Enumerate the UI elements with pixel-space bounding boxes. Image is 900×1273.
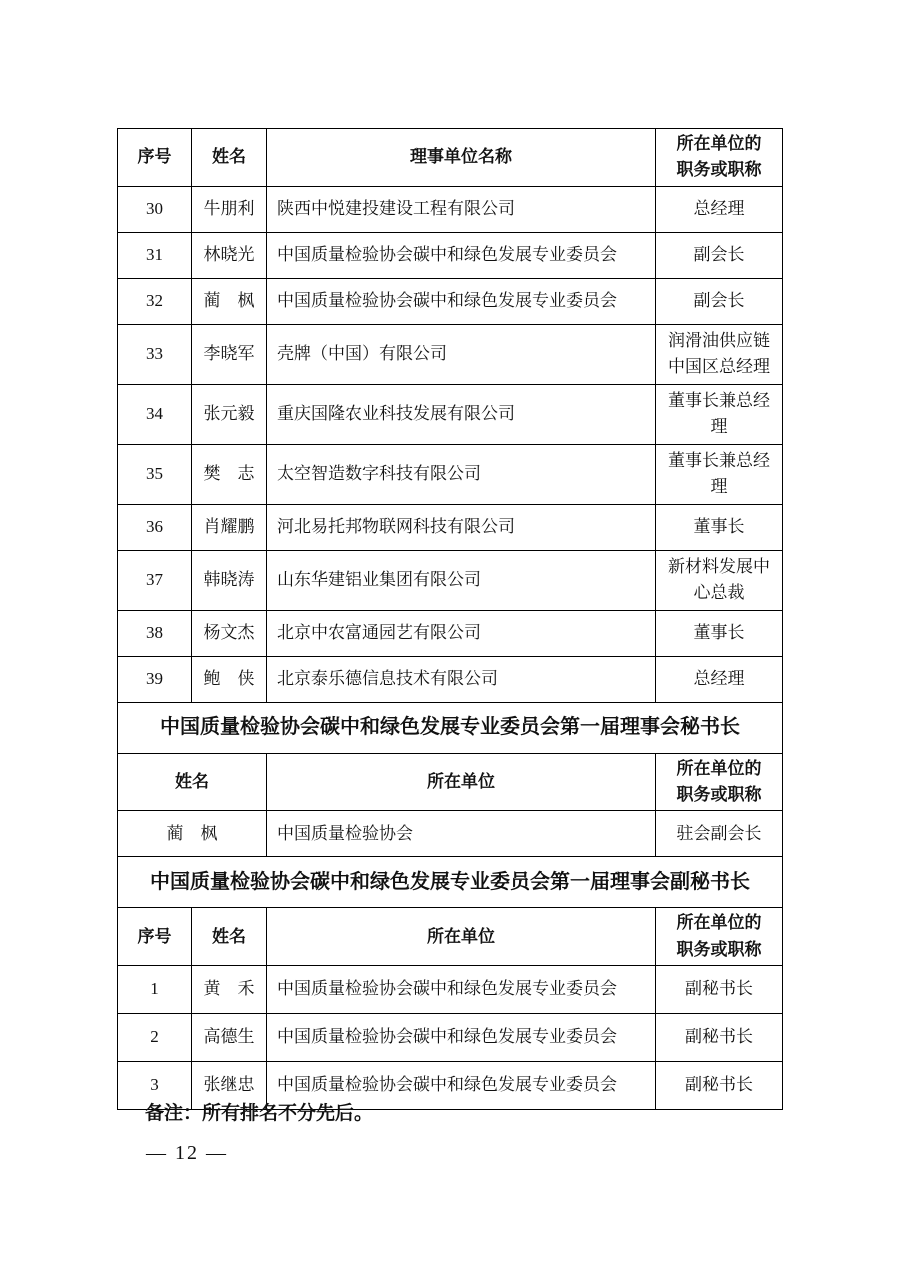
section3-title-row: [118, 857, 783, 908]
title-cell: 驻会副会长: [656, 811, 783, 857]
org-cell: 河北易托邦物联网科技有限公司: [267, 504, 656, 550]
org-header: 理事单位名称: [267, 129, 656, 187]
table-row: [118, 610, 783, 656]
table-row: [118, 811, 783, 857]
name-cell: 张继忠: [192, 1062, 267, 1110]
org-cell: 中国质量检验协会碳中和绿色发展专业委员会: [267, 966, 656, 1014]
table3-header-row: [118, 908, 783, 966]
title-cell: 润滑油供应链中国区总经理: [656, 324, 783, 384]
section2-title-row: [118, 702, 783, 753]
table-row: [118, 278, 783, 324]
name-cell: 杨文杰: [192, 610, 267, 656]
table-row: [118, 550, 783, 610]
table-row: [118, 186, 783, 232]
title-cell: 总经理: [656, 186, 783, 232]
seq-cell: 38: [118, 610, 192, 656]
title-cell: 董事长: [656, 504, 783, 550]
seq-cell: 35: [118, 444, 192, 504]
org-cell: 山东华建铝业集团有限公司: [267, 550, 656, 610]
name-cell: 蔺 枫: [192, 278, 267, 324]
title-cell: 董事长兼总经理: [656, 384, 783, 444]
org-cell: 中国质量检验协会碳中和绿色发展专业委员会: [267, 1014, 656, 1062]
name-cell: 樊 志: [192, 444, 267, 504]
seq-cell: 30: [118, 186, 192, 232]
name-cell: 高德生: [192, 1014, 267, 1062]
org-cell: 中国质量检验协会碳中和绿色发展专业委员会: [267, 1062, 656, 1110]
seq-cell: 1: [118, 966, 192, 1014]
seq-cell: 32: [118, 278, 192, 324]
section-title: 中国质量检验协会碳中和绿色发展专业委员会第一届理事会秘书长: [118, 702, 783, 753]
seq-cell: 39: [118, 656, 192, 702]
title-cell: 副秘书长: [656, 1014, 783, 1062]
table-row: [118, 656, 783, 702]
council-members-table: [117, 128, 783, 1110]
table-row: [118, 1014, 783, 1062]
title-cell: 董事长: [656, 610, 783, 656]
name-cell: 黄 禾: [192, 966, 267, 1014]
name-cell: 蔺 枫: [118, 811, 267, 857]
seq-cell: 34: [118, 384, 192, 444]
remark-note: 备注：所有排名不分先后。: [145, 1103, 374, 1124]
table-row: [118, 324, 783, 384]
table-row: [118, 232, 783, 278]
title-cell: 董事长兼总经理: [656, 444, 783, 504]
name-header: 姓名: [192, 129, 267, 187]
name-cell: 林晓光: [192, 232, 267, 278]
title-header: 所在单位的 职务或职称: [656, 753, 783, 811]
org-cell: 壳牌（中国）有限公司: [267, 324, 656, 384]
name-cell: 肖耀鹏: [192, 504, 267, 550]
table2-header-row: [118, 753, 783, 811]
title-header: 所在单位的 职务或职称: [656, 908, 783, 966]
org-cell: 太空智造数字科技有限公司: [267, 444, 656, 504]
table1-header-row: [118, 129, 783, 187]
title-cell: 副会长: [656, 232, 783, 278]
org-header: 所在单位: [267, 753, 656, 811]
seq-cell: 36: [118, 504, 192, 550]
seq-cell: 33: [118, 324, 192, 384]
name-cell: 张元毅: [192, 384, 267, 444]
page-number: — 12 —: [146, 1142, 228, 1164]
name-cell: 鲍 侠: [192, 656, 267, 702]
org-cell: 重庆国隆农业科技发展有限公司: [267, 384, 656, 444]
table-row: [118, 444, 783, 504]
table-row: [118, 966, 783, 1014]
title-header: 所在单位的 职务或职称: [656, 129, 783, 187]
title-cell: 副秘书长: [656, 966, 783, 1014]
title-cell: 副秘书长: [656, 1062, 783, 1110]
name-header: 姓名: [118, 753, 267, 811]
seq-cell: 2: [118, 1014, 192, 1062]
org-cell: 中国质量检验协会碳中和绿色发展专业委员会: [267, 232, 656, 278]
title-cell: 副会长: [656, 278, 783, 324]
name-header: 姓名: [192, 908, 267, 966]
name-cell: 牛朋利: [192, 186, 267, 232]
name-cell: 韩晓涛: [192, 550, 267, 610]
seq-header: 序号: [118, 129, 192, 187]
org-cell: 陕西中悦建投建设工程有限公司: [267, 186, 656, 232]
seq-cell: 3: [118, 1062, 192, 1110]
seq-cell: 37: [118, 550, 192, 610]
name-cell: 李晓军: [192, 324, 267, 384]
seq-header: 序号: [118, 908, 192, 966]
org-cell: 中国质量检验协会碳中和绿色发展专业委员会: [267, 278, 656, 324]
title-cell: 新材料发展中心总裁: [656, 550, 783, 610]
section-title: 中国质量检验协会碳中和绿色发展专业委员会第一届理事会副秘书长: [118, 857, 783, 908]
table-row: [118, 504, 783, 550]
org-cell: 北京中农富通园艺有限公司: [267, 610, 656, 656]
org-cell: 中国质量检验协会: [267, 811, 656, 857]
table-row: [118, 384, 783, 444]
org-cell: 北京泰乐德信息技术有限公司: [267, 656, 656, 702]
seq-cell: 31: [118, 232, 192, 278]
org-header: 所在单位: [267, 908, 656, 966]
title-cell: 总经理: [656, 656, 783, 702]
